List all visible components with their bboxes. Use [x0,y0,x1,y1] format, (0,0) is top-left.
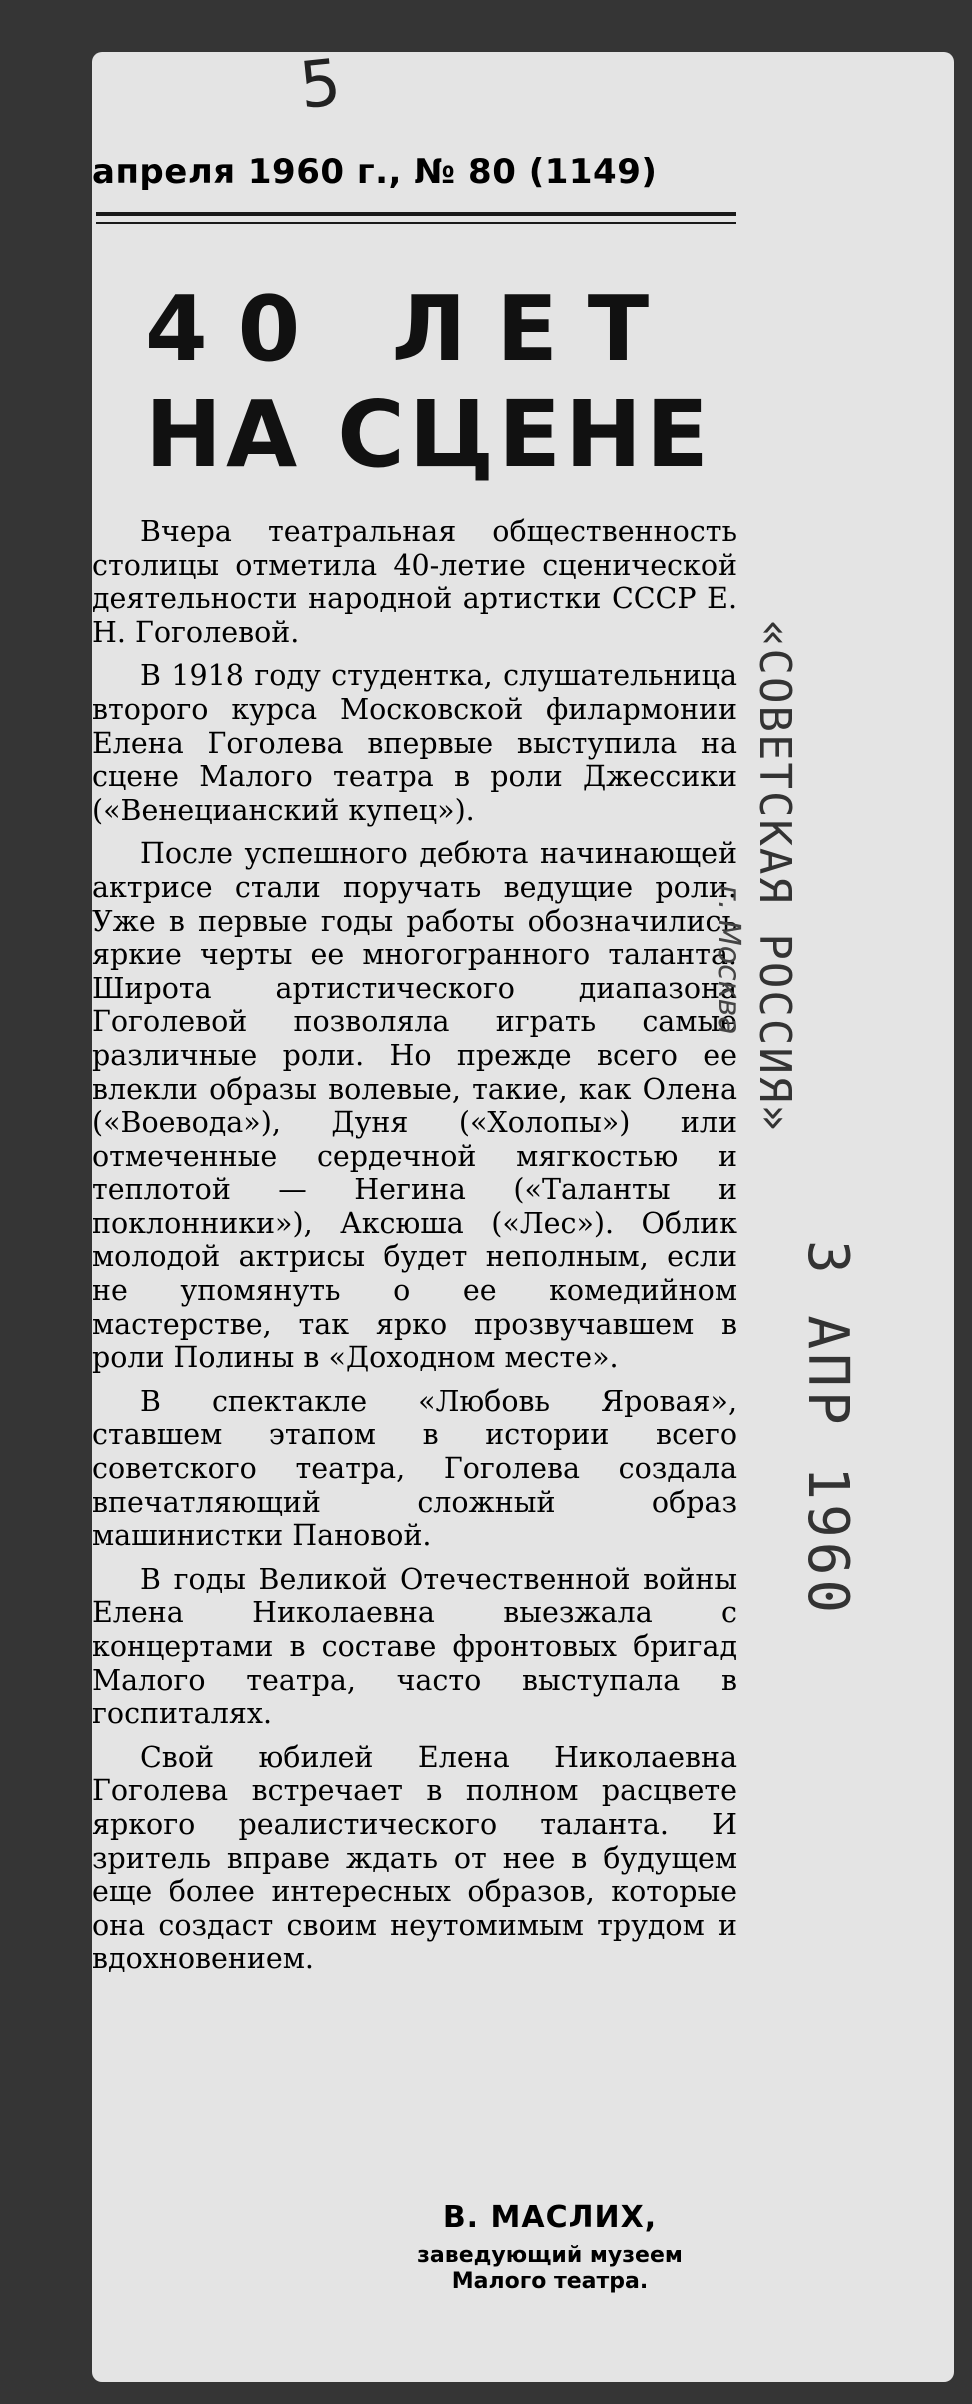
author-position-1: заведующий музеем [417,2243,683,2268]
handwritten-number: 5 [296,46,345,124]
paragraph: Свой юбилей Елена Николаевна Гоголева встречает в полном расцвете яркого реалистического таланта. И зритель вправе ждать от нее в будущем еще более интересных образов, которые она создаст своим неутомимым трудом и вдохновением. [92,1740,737,1976]
paragraph: В спектакле «Любовь Яровая», ставшем этапом в истории всего советского театра, Гоголева создала впечатляющий сложный образ машинистки Пановой. [92,1384,737,1553]
newspaper-stamp [749,620,800,1133]
author-signature [350,2200,750,2295]
paragraph: Вчера театральная общественность столицы отметила 40-летие сценической деятельности народной артистки СССР Е. Н. Гоголевой. [92,515,737,649]
article-body [92,515,737,1986]
header-rule-thin [96,222,736,224]
paragraph: В 1918 году студентка, слушательница второго курса Московской филармонии Елена Гоголева впервые выступила на сцене Малого театра в роли Джессики («Венецианский купец»). [92,659,737,827]
headline-line-1: 40 ЛЕТ [145,277,680,382]
paragraph: После успешного дебюта начинающей актрисе стали поручать ведущие роли. Уже в первые годы работы обозначились яркие черты ее многогранного таланта. Широта артистического диапазона Гоголевой позволяла играть самые различные роли. Но прежде всего ее влекли образы волевые, такие, как Олена («Воевода»), Дуня («Холопы») или отмеченные сердечной мягкостью и теплотой — Негина («Таланты и поклонники»), Аксюша («Лес»). Облик молодой актрисы будет неполным, если не упомянуть о ее комедийном мастерстве, так ярко прозвучавшем в роли Полины в «Доходном месте». [92,837,737,1375]
paragraph: В годы Великой Отечественной войны Елена Николаевна выезжала с концертами в составе фронтовых бригад Малого театра, часто выступала в госпиталях. [92,1562,737,1731]
author-name: В. МАСЛИХ, [442,2200,658,2235]
stamp-date: 3 АПР 1960 [795,1240,860,1618]
header-rule [96,212,736,216]
article-headline [145,277,725,490]
stamp-newspaper-name: «СОВЕТСКАЯ РОССИЯ» [749,620,800,1133]
newspaper-issue-header: апреля 1960 г., № 80 (1149) [92,152,658,192]
stamp-city: г. Москва [711,885,746,1035]
author-position-2: Малого театра. [451,2269,649,2294]
headline-line-2: НА СЦЕНЕ [145,381,713,488]
